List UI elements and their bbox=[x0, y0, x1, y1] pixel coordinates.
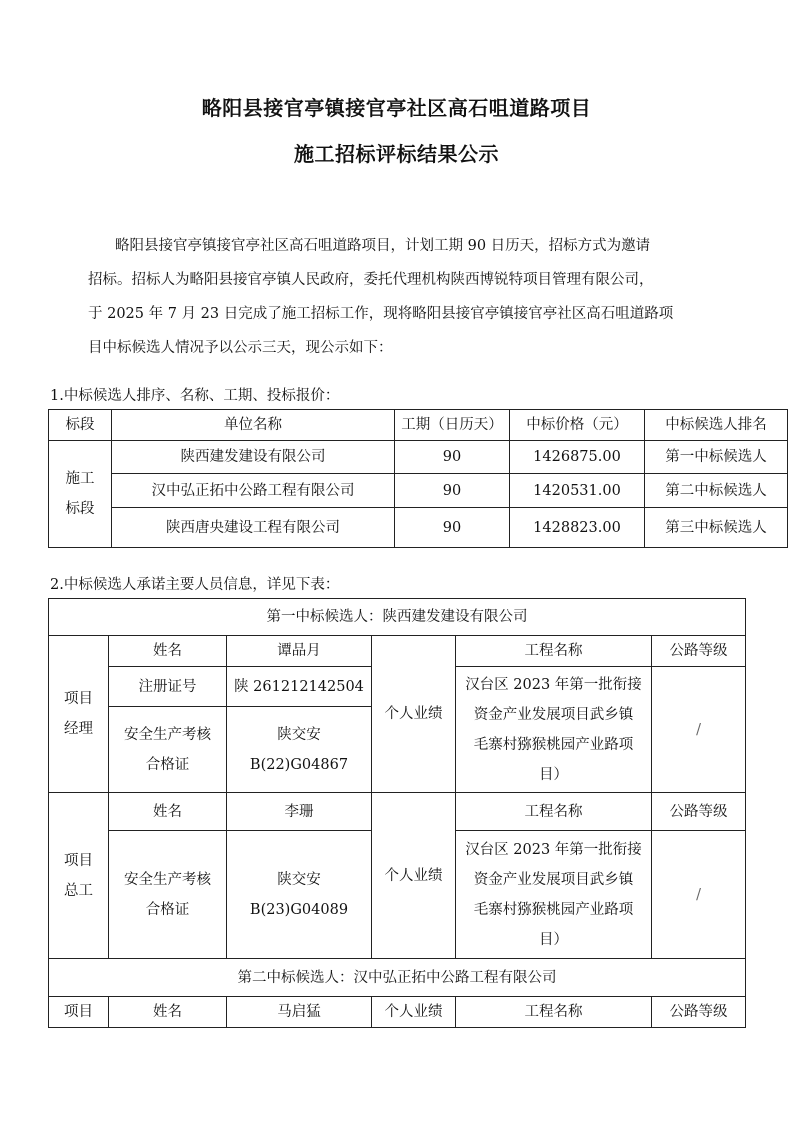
c2-name-label: 姓名 bbox=[109, 997, 227, 1028]
te-role-line-1: 项目 bbox=[64, 852, 93, 869]
pm-grade-label: 公路等级 bbox=[652, 636, 746, 667]
intro-line-4: 目中标候选人情况予以公示三天，现公示如下： bbox=[88, 340, 393, 356]
te-name: 李珊 bbox=[227, 793, 372, 831]
te-project-line-1: 汉台区 2023 年第一批衔接 bbox=[465, 841, 642, 858]
row3-price: 1428823.00 bbox=[510, 508, 645, 548]
document-subtitle: 施工招标评标结果公示 bbox=[294, 142, 499, 166]
pm-reg-label: 注册证号 bbox=[109, 667, 227, 707]
c2-project-label: 工程名称 bbox=[456, 997, 652, 1028]
c2-grade-label: 公路等级 bbox=[652, 997, 746, 1028]
header-rank: 中标候选人排名 bbox=[645, 410, 788, 441]
pm-grade: / bbox=[652, 667, 746, 793]
pm-project-label: 工程名称 bbox=[456, 636, 652, 667]
c2-performance-label: 个人业绩 bbox=[372, 997, 456, 1028]
te-project-name bbox=[456, 831, 652, 959]
pm-project-line-4: 目） bbox=[539, 766, 568, 783]
header-period: 工期（日历天） bbox=[395, 410, 510, 441]
pm-role bbox=[49, 636, 109, 793]
te-project-label: 工程名称 bbox=[456, 793, 652, 831]
intro-line-1: 略阳县接官亭镇接官亭社区高石咀道路项目，计划工期 90 日历天，招标方式为邀请 bbox=[115, 238, 651, 254]
document-title: 略阳县接官亭镇接官亭社区高石咀道路项目 bbox=[201, 96, 592, 120]
section2-heading: 2.中标候选人承诺主要人员信息，详见下表： bbox=[50, 577, 340, 593]
pm-name-label: 姓名 bbox=[109, 636, 227, 667]
te-project-line-2: 资金产业发展项目武乡镇 bbox=[473, 871, 634, 888]
header-price: 中标价格（元） bbox=[510, 410, 645, 441]
intro-line-3: 于 2025 年 7 月 23 日完成了施工招标工作，现将略阳县接官亭镇接官亭社区高石咀道路项 bbox=[88, 306, 674, 322]
row1-rank: 第一中标候选人 bbox=[645, 441, 788, 474]
te-project-line-4: 目） bbox=[539, 931, 568, 948]
pm-safety-label-line-2: 合格证 bbox=[145, 756, 190, 773]
c2-role: 项目 bbox=[49, 997, 109, 1028]
row2-price: 1420531.00 bbox=[510, 474, 645, 508]
pm-project-line-2: 资金产业发展项目武乡镇 bbox=[473, 706, 634, 723]
te-grade: / bbox=[652, 831, 746, 959]
pm-role-line-1: 项目 bbox=[64, 691, 93, 707]
te-name-label: 姓名 bbox=[109, 793, 227, 831]
row2-period: 90 bbox=[395, 474, 510, 508]
te-safety-value bbox=[227, 831, 372, 959]
te-role bbox=[49, 793, 109, 959]
pm-safety-label bbox=[109, 707, 227, 793]
row2-name: 汉中弘正拓中公路工程有限公司 bbox=[112, 474, 395, 508]
intro-line-2: 招标。招标人为略阳县接官亭镇人民政府，委托代理机构陕西博锐特项目管理有限公司， bbox=[88, 272, 654, 288]
segment-line-2: 标段 bbox=[65, 501, 95, 517]
pm-performance-label: 个人业绩 bbox=[372, 636, 456, 793]
c2-name: 马启猛 bbox=[227, 997, 372, 1028]
header-unit-name: 单位名称 bbox=[112, 410, 395, 441]
row3-rank: 第三中标候选人 bbox=[645, 508, 788, 548]
pm-role-line-2: 经理 bbox=[64, 721, 93, 737]
pm-safety-value-line-2: B(22)G04867 bbox=[249, 756, 349, 773]
te-safety-value-line-2: B(23)G04089 bbox=[249, 901, 349, 918]
pm-reg-value: 陕 261212142504 bbox=[227, 667, 372, 707]
section1-heading: 1.中标候选人排序、名称、工期、投标报价： bbox=[50, 388, 340, 404]
pm-safety-value-line-1: 陕交安 bbox=[277, 726, 321, 743]
pm-safety-label-line-1: 安全生产考核 bbox=[124, 726, 211, 743]
te-safety-value-line-1: 陕交安 bbox=[277, 871, 321, 888]
te-project-line-3: 毛寨村猕猴桃园产业路项 bbox=[473, 901, 634, 918]
pm-project-line-1: 汉台区 2023 年第一批衔接 bbox=[465, 676, 642, 693]
row3-period: 90 bbox=[395, 508, 510, 548]
row2-rank: 第二中标候选人 bbox=[645, 474, 788, 508]
pm-project-name bbox=[456, 667, 652, 793]
segment-cell bbox=[49, 441, 112, 548]
pm-name: 谭品月 bbox=[227, 636, 372, 667]
row1-name: 陕西建发建设有限公司 bbox=[112, 441, 395, 474]
row1-period: 90 bbox=[395, 441, 510, 474]
personnel-table bbox=[48, 598, 746, 1028]
pm-safety-value bbox=[227, 707, 372, 793]
row1-price: 1426875.00 bbox=[510, 441, 645, 474]
segment-line-1: 施工 bbox=[65, 471, 95, 487]
te-safety-label-line-1: 安全生产考核 bbox=[124, 871, 211, 888]
candidate1-title: 第一中标候选人：陕西建发建设有限公司 bbox=[49, 599, 746, 636]
candidate2-title: 第二中标候选人：汉中弘正拓中公路工程有限公司 bbox=[49, 959, 746, 997]
te-performance-label: 个人业绩 bbox=[372, 793, 456, 959]
te-role-line-2: 总工 bbox=[64, 882, 93, 899]
te-safety-label-line-2: 合格证 bbox=[145, 901, 190, 918]
te-safety-label bbox=[109, 831, 227, 959]
header-segment: 标段 bbox=[49, 410, 112, 441]
te-grade-label: 公路等级 bbox=[652, 793, 746, 831]
row3-name: 陕西唐央建设工程有限公司 bbox=[112, 508, 395, 548]
candidates-ranking-table bbox=[48, 409, 788, 548]
pm-project-line-3: 毛寨村猕猴桃园产业路项 bbox=[473, 736, 634, 753]
